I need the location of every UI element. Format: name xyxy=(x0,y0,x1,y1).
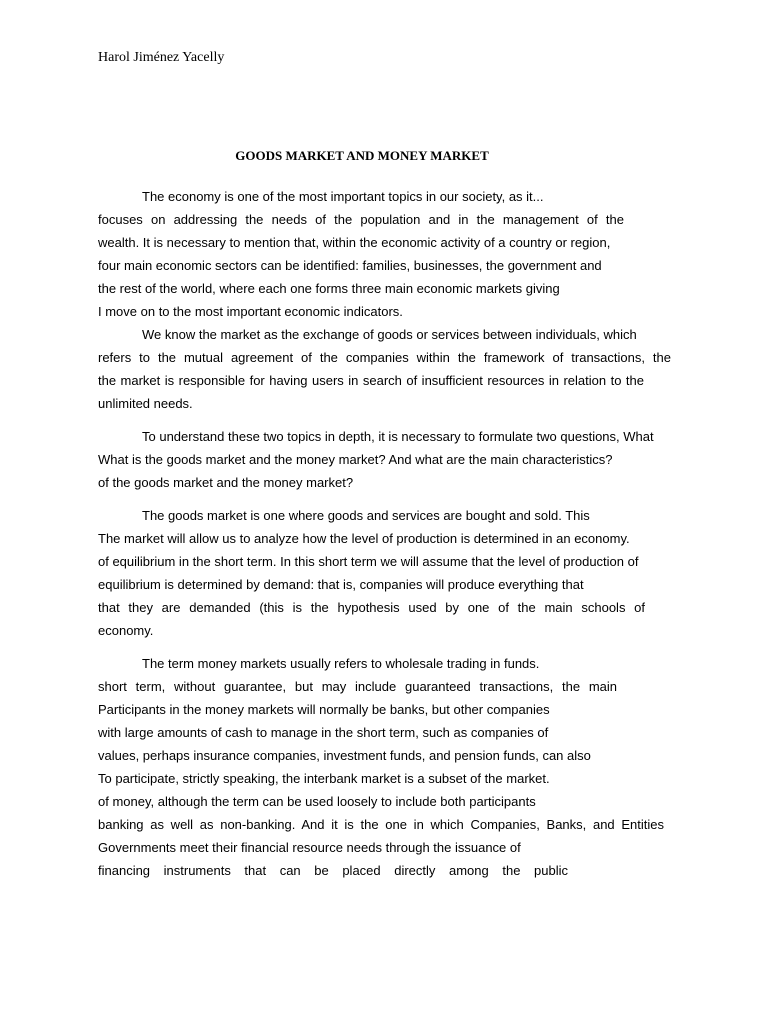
text-line: that they are demanded (this is the hypothesis used by one of the main schools of xyxy=(98,600,645,615)
author-name: Harol Jiménez Yacelly xyxy=(98,50,225,65)
text-line: The goods market is one where goods and services are bought and sold. This xyxy=(142,508,590,523)
text-line: The economy is one of the most important topics in our society, as it... xyxy=(142,189,544,204)
text-line: values, perhaps insurance companies, investment funds, and pension funds, can also xyxy=(98,748,591,763)
text-line: of equilibrium in the short term. In this short term we will assume that the level of production of xyxy=(98,554,639,569)
text-line: focuses on addressing the needs of the population and in the management of the xyxy=(98,212,624,227)
text-line: of money, although the term can be used loosely to include both participants xyxy=(98,794,536,809)
text-line: The market will allow us to analyze how the level of production is determined in an economy. xyxy=(98,531,630,546)
text-line: financing instruments that can be placed directly among the public xyxy=(98,863,568,878)
text-line: with large amounts of cash to manage in the short term, such as companies of xyxy=(98,725,549,740)
text-line: I move on to the most important economic indicators. xyxy=(98,304,403,319)
text-line: Participants in the money markets will normally be banks, but other companies xyxy=(98,702,550,717)
text-line: short term, without guarantee, but may include guaranteed transactions, the main xyxy=(98,679,617,694)
text-line: To understand these two topics in depth, it is necessary to formulate two questions, What xyxy=(142,429,654,444)
text-line: four main economic sectors can be identified: families, businesses, the government and xyxy=(98,258,602,273)
text-line: banking as well as non-banking. And it is the one in which Companies, Banks, and Entities xyxy=(98,817,664,832)
text-line: refers to the mutual agreement of the companies within the framework of transactions, the xyxy=(98,350,671,365)
text-line: of the goods market and the money market? xyxy=(98,475,354,490)
text-line: To participate, strictly speaking, the interbank market is a subset of the market. xyxy=(98,771,550,786)
text-line: The term money markets usually refers to wholesale trading in funds. xyxy=(142,656,540,671)
text-line: the market is responsible for having users in search of insufficient resources in relation to the xyxy=(98,373,644,388)
text-line: the rest of the world, where each one forms three main economic markets giving xyxy=(98,281,560,296)
text-line: Governments meet their financial resource needs through the issuance of xyxy=(98,840,521,855)
text-line: unlimited needs. xyxy=(98,396,193,411)
text-line: economy. xyxy=(98,623,154,638)
text-line: wealth. It is necessary to mention that, within the economic activity of a country or region, xyxy=(98,235,611,250)
text-line: equilibrium is determined by demand: that is, companies will produce everything that xyxy=(98,577,584,592)
document-title: GOODS MARKET AND MONEY MARKET xyxy=(235,148,489,163)
text-line: What is the goods market and the money market? And what are the main characteristics? xyxy=(98,452,613,467)
text-line: We know the market as the exchange of goods or services between individuals, which xyxy=(142,327,637,342)
